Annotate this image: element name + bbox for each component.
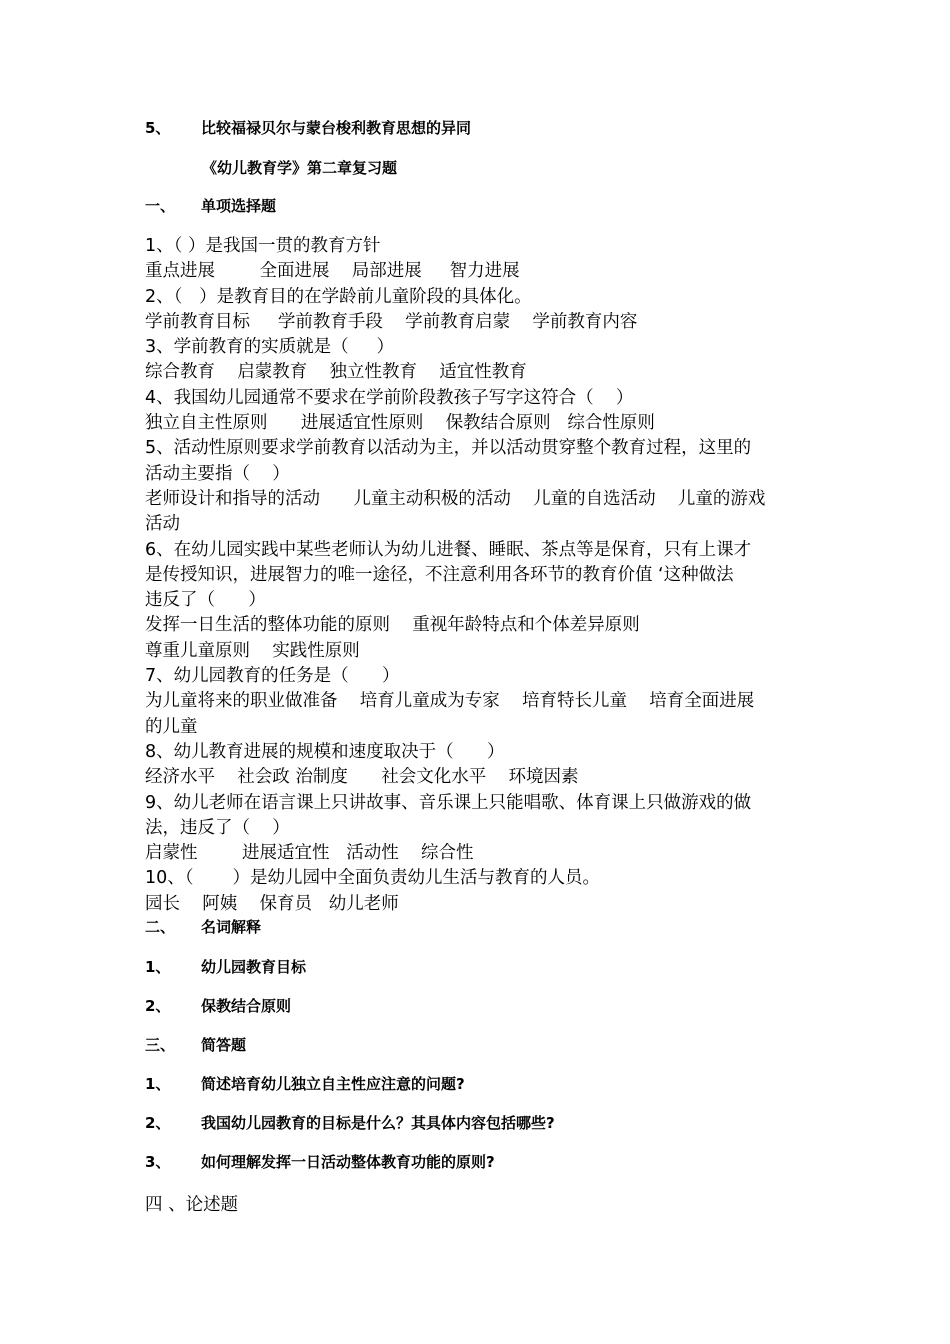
options-line: 老师设计和指导的活动 儿童主动积极的活动 儿童的自选活动 儿童的游戏	[145, 488, 766, 509]
question-line: 2、（ ）是教育目的在学龄前儿童阶段的具体化。	[145, 286, 532, 307]
item-number: 1、	[145, 1075, 171, 1093]
question-line: 3、学前教育的实质就是（ ）	[145, 337, 394, 358]
options-line: 发挥一日生活的整体功能的原则 重视年龄特点和个体差异原则	[145, 615, 640, 636]
item-number: 5、	[145, 119, 171, 137]
options-line: 的儿童	[145, 716, 198, 737]
short-answer-item	[145, 1113, 555, 1133]
item-number: 1、	[145, 958, 171, 976]
options-line: 为儿童将来的职业做准备 培育儿童成为专家 培育特长儿童 培育全面进展	[145, 691, 755, 712]
term-item	[145, 996, 291, 1016]
question-line: 10、（ ）是幼儿园中全面负责幼儿生活与教育的人员。	[145, 868, 600, 889]
question-line: 4、我国幼儿园通常不要求在学前阶段教孩子写字这符合（ ）	[145, 387, 634, 408]
term-item	[145, 957, 306, 977]
question-line: 是传授知识，进展智力的唯一途径，不注意利用各环节的教育价值 ‘这种做法	[145, 564, 734, 585]
item-number: 3、	[145, 1153, 171, 1171]
question-line: 9、幼儿老师在语言课上只讲故事、音乐课上只能唱歌、体育课上只做游戏的做	[145, 792, 752, 813]
item-text: 如何理解发挥一日活动整体教育功能的原则?	[201, 1153, 495, 1171]
question-line: 违反了（ ）	[145, 590, 266, 611]
item-text: 简述培育幼儿独立自主性应注意的问题?	[201, 1075, 465, 1093]
options-line: 活动	[145, 514, 180, 535]
section-title: 名词解释	[201, 918, 262, 936]
item-number: 2、	[145, 1114, 171, 1132]
section-number: 一、	[145, 197, 176, 215]
item-number: 2、	[145, 997, 171, 1015]
question-5-heading	[145, 118, 471, 138]
options-line: 学前教育目标 学前教育手段 学前教育启蒙 学前教育内容	[145, 311, 638, 332]
section-title: 单项选择题	[201, 197, 277, 215]
section-heading-3	[145, 1035, 246, 1055]
section-title: 简答题	[201, 1036, 247, 1054]
section-number: 二、	[145, 918, 176, 936]
item-text: 保教结合原则	[201, 997, 292, 1015]
question-line: 6、在幼儿园实践中某些老师认为幼儿进餐、睡眠、茶点等是保育，只有上课才	[145, 539, 752, 560]
question-line: 7、幼儿园教育的任务是（ ）	[145, 666, 400, 687]
question-line: 8、幼儿教育进展的规模和速度取决于（ ）	[145, 741, 505, 762]
options-line: 尊重儿童原则 实践性原则	[145, 640, 360, 661]
chapter-title: 《幼儿教育学》第二章复习题	[202, 159, 398, 177]
section-heading-1	[145, 196, 276, 216]
options-line: 综合教育 启蒙教育 独立性教育 适宜性教育	[145, 362, 527, 383]
options-line: 独立自主性原则 进展适宜性原则 保教结合原则 综合性原则	[145, 413, 655, 434]
options-line: 园长 阿姨 保育员 幼儿老师	[145, 893, 399, 914]
question-line: 活动主要指（ ）	[145, 463, 290, 484]
short-answer-item	[145, 1074, 465, 1094]
question-line: 1、（ ）是我国一贯的教育方针	[145, 236, 381, 256]
short-answer-item	[145, 1152, 495, 1172]
section-heading-4: 四 、论述题	[145, 1195, 239, 1215]
section-heading-2	[145, 917, 261, 937]
item-text: 我国幼儿园教育的目标是什么？其具体内容包括哪些?	[201, 1114, 555, 1132]
section-number: 三、	[145, 1036, 176, 1054]
item-text: 比较福禄贝尔与蒙台梭利教育思想的异同	[201, 119, 472, 137]
multiple-choice-questions	[145, 234, 815, 917]
question-line: 法，违反了（ ）	[145, 817, 290, 838]
options-line: 经济水平 社会政 治制度 社会文化水平 环境因素	[145, 767, 579, 788]
options-line: 启蒙性 进展适宜性 活动性 综合性	[145, 843, 474, 864]
item-text: 幼儿园教育目标	[201, 958, 307, 976]
options-line: 重点进展 全面进展 局部进展 智力进展	[145, 261, 520, 282]
question-line: 5、活动性原则要求学前教育以活动为主，并以活动贯穿整个教育过程，这里的	[145, 438, 752, 459]
